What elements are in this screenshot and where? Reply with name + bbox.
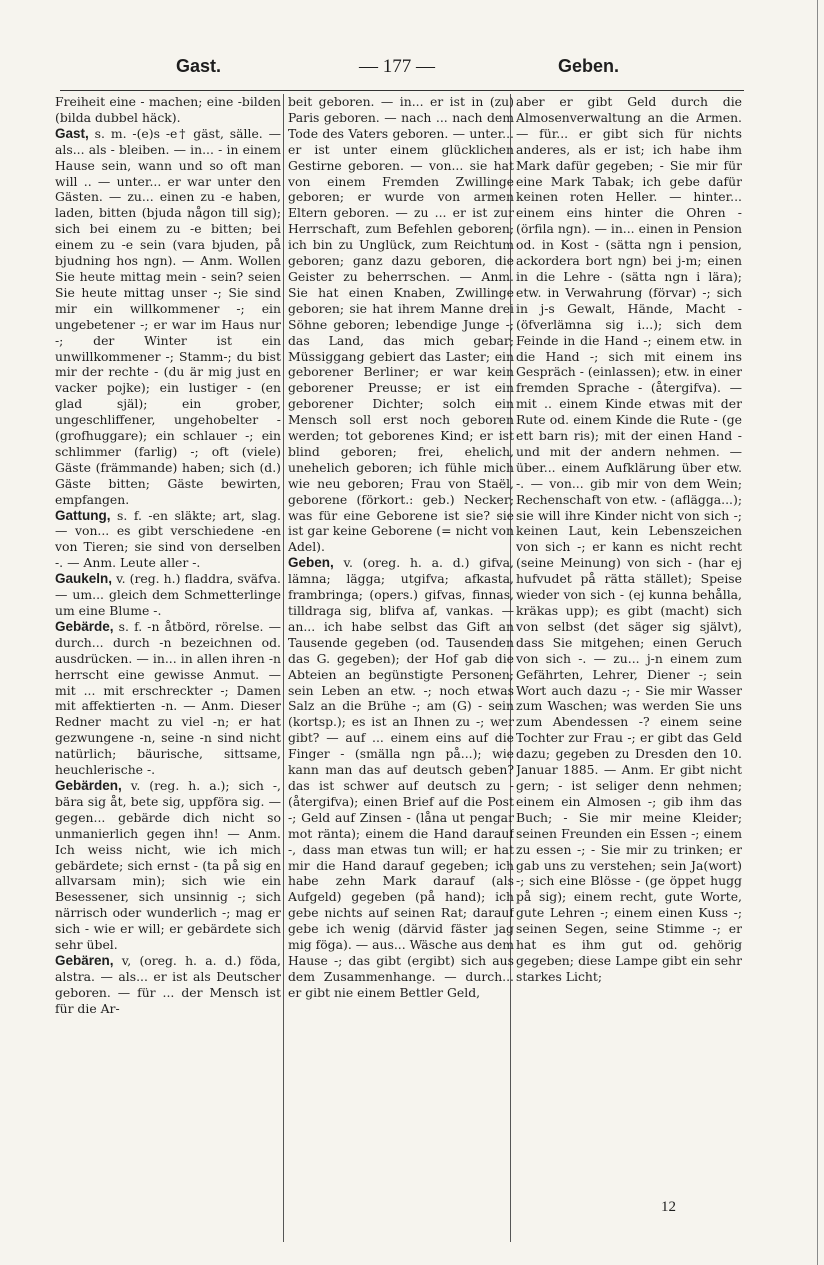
dictionary-entry bbox=[55, 778, 281, 953]
dictionary-entry bbox=[55, 126, 281, 508]
entry-headword: Gaukeln, bbox=[55, 571, 113, 587]
entry-headword: Geben, bbox=[288, 555, 334, 571]
entry-headword: Gebären, bbox=[55, 952, 114, 968]
header-left-word: Gast. bbox=[176, 56, 222, 76]
column-separator bbox=[283, 94, 284, 1242]
entry-text: beit geboren. — in... er ist in (zu) Paris geboren. — nach ... nach dem Tode des Vaters geboren. — unter... er ist unter einem glücklichen Gestirne geboren. — von... sie hat von einem Fremden Zwillinge geboren; er wurde von armen Eltern geboren. — zu ... er ist zur Herrschaft, zum Befehlen geboren; ich bin zu Unglück, zum Reichtum geboren; ganz dazu geboren, die Geister zu beherrschen. — Anm. Sie hat einen Knaben, Zwillinge geboren; sie hat ihrem Manne drei Söhne geboren; lebendige Junge -; das Land, das mich gebar; Müssiggang gebiert das Laster; ein geborener Berliner; er war kein geborener Preusse; er ist ein geborener Dichter; solch ein Mensch soll erst noch geboren werden; tot geborenes Kind; er ist blind geboren; frei, ehelich, unehelich geboren; ich fühle mich wie neu geboren; Frau von Staël, geborene (förkort.: geb.) Necker; was für eine Geborene ist sie? sie ist gar keine Geborene (= nicht von Adel). bbox=[288, 94, 514, 555]
entry-text: s. m. -(e)s -e† gäst, sälle. — als... als - bleiben. — in... - in einem Hause sein, wann und so oft man will .. — unter... er war unter den Gästen. — zu... einen zu -e haben, laden, bitten (bjuda någon till sig); sich bei einem zu -e bitten; bei einem zu -e sein (vara bjuden, på bjudning hos ngn). — Anm. Wollen Sie heute mittag mein - sein? seien Sie heute mittag unser -; Sie sind mir ein willkommener -; ein ungebetener -; er war im Haus nur -; der Winter ist ein unwillkommener -; Stamm-; du bist mir der rechte - (du är mig just en vacker pojke); ein lustiger - (en glad själ); ein grober, ungeschliffener, ungehobelter - (grofhuggare); ein schlauer -; ein schlimmer (farlig) -; oft (viele) Gäste (främmande) haben; sich (d.) Gäste bitten; Gäste bewirten, empfangen. bbox=[55, 125, 281, 507]
entry-headword: Gattung, bbox=[55, 507, 111, 523]
dictionary-entry bbox=[55, 571, 281, 619]
dictionary-entry bbox=[55, 619, 281, 778]
entry-text: v. (oreg. h. a. d.) gifva, lämna; lägga; utgifva; afkasta, frambringa; (opers.) gifvas, finnas, tilldraga sig, blifva af, vankas. — an... ich habe selbst das Gift an Tausende gegeben (od. Tausenden das G. gegeben); der Hof gab die Abteien an begünstigte Personen; sein Leben an etw. -; noch etwas Salz an die Brühe -; am (G) - sein (kortsp.); es ist an Ihnen zu -; wer gibt? — auf ... einem eins auf die Finger - (smälla ngn på...); wie kann man das auf deutsch geben? das ist schwer auf deutsch zu - (återgifva); einen Brief auf die Post -; Geld auf Zinsen - (låna ut pengar mot ränta); einem die Hand darauf -, dass man etwas tun will; er hat mir die Hand darauf gegeben; ich habe zehn Mark darauf (als Aufgeld) gegeben (på hand); ich gebe nichts auf seinen Rat; darauf gebe ich wenig (därvid fäster jag mig föga). — aus... Wäsche aus dem Hause -; das gibt (ergibt) sich aus dem Zusammenhange. — durch... er gibt nie einem Bettler Geld, bbox=[288, 555, 514, 1000]
entry-text: s. f. -en släkte; art, slag. — von... es gibt verschiedene -en von Tieren; sie sind von derselben -. — Anm. Leute aller -. bbox=[55, 507, 281, 571]
dictionary-entry bbox=[288, 94, 514, 555]
header-rule bbox=[60, 90, 744, 91]
entry-headword: Gast, bbox=[55, 125, 89, 141]
dictionary-entry bbox=[55, 94, 281, 126]
entry-headword: Gebärde, bbox=[55, 618, 114, 634]
entry-text: v, (oreg. h. a. d.) föda, alstra. — als... er ist als Deutscher geboren. — für ... der Mensch ist für die Ar- bbox=[55, 952, 281, 1016]
entry-text: s. f. -n åtbörd, rörelse. — durch... durch -n bezeichnen od. ausdrücken. — in... in allen ihren -n herrscht eine gewisse Anmut. — mit ... mit erschreckter -; Damen mit affektierten -n. — Anm. Dieser Redner macht zu viel -n; er hat gezwungene -n, seine -n sind nicht natürlich; bäurische, sittsame, heuchlerische -. bbox=[55, 618, 281, 778]
page-edge bbox=[817, 0, 818, 1265]
column-2 bbox=[288, 94, 514, 1244]
entry-headword: Gebärden, bbox=[55, 777, 122, 793]
signature-number: 12 bbox=[661, 1199, 676, 1215]
running-header bbox=[0, 56, 824, 84]
column-3 bbox=[516, 94, 742, 1244]
dictionary-entry bbox=[55, 953, 281, 1017]
dictionary-entry bbox=[288, 555, 514, 1000]
entry-text: aber er gibt Geld durch die Almosenverwaltung an die Armen. — für... er gibt sich für nichts anderes, als er ist; ich habe ihm Mark dafür gegeben; - Sie mir für eine Mark Tabak; ich gebe dafür keinen roten Heller. — hinter... einem eins hinter die Ohren - (örfila ngn). — in... einen in Pension od. in Kost - (sätta ngn i pension, ackordera bort ngn) bei j-m; einen in die Lehre - (sätta ngn i lära); etw. in Verwahrung (förvar) -; sich in j-s Gewalt, Hände, Macht - (öfverlämna sig i...); sich dem Feinde in die Hand -; einem etw. in die Hand -; sich mit einem ins Gespräch - (einlassen); etw. in einer fremden Sprache - (återgifva). — mit .. einem Kinde etwas mit der Rute od. einem Kinde die Rute - (ge ett barn ris); mit der einen Hand - und mit der andern nehmen. — über... einem Aufklärung über etw. -. — von... gib mir von dem Wein; Rechenschaft von etw. - (aflägga...); sie will ihre Kinder nicht von sich -; keinen Laut, kein Lebenszeichen von sich -; er kann es nicht recht (seine Meinung) von sich - (har ej hufvudet på rätta stället); Speise wieder von sich - (ej kunna behålla, kräkas upp); es gibt (macht) sich von selbst (det säger sig självt), dass Sie mitgehen; einen Geruch von sich -. — zu... j-n einem zum Gefährten, Lehrer, Diener -; sein Wort auch dazu -; - Sie mir Wasser zum Waschen; was werden Sie uns zum Abendessen -? einem seine Tochter zur Frau -; er gibt das Geld dazu; gegeben zu Dresden den 10. Januar 1885. — Anm. Er gibt nicht gern; - ist seliger denn nehmen; einem ein Almosen -; gib ihm das Buch; - Sie mir meine Kleider; seinen Freunden ein Essen -; einem zu essen -; - Sie mir zu trinken; er gab uns zu verstehen; sein Ja(wort) -; sich eine Blösse - (ge öppet hugg på sig); einem recht, gute Worte, gute Lehren -; einem einen Kuss -; seinen Segen, seine Stimme -; er hat es ihm gut od. gehörig gegeben; diese Lampe gibt ein sehr starkes Licht; bbox=[516, 94, 742, 984]
dictionary-entry bbox=[55, 508, 281, 572]
entry-text: v. (reg. h.) fladdra, sväfva. — um... gleich dem Schmetterlinge um eine Blume -. bbox=[55, 571, 281, 618]
entry-text: v. (reg. h. a.); sich -, bära sig åt, bete sig, uppföra sig. — gegen... gebärde dich nicht so unmanierlich gegen ihn! — Anm. Ich weiss nicht, wie ich mich gebärdete; sich ernst - (ta på sig en allvarsam min); sich wie ein Besessener, sich unsinnig -; sich närrisch oder wunderlich -; mag er sich - wie er will; er gebärdete sich sehr übel. bbox=[55, 777, 281, 953]
header-page-number: — 177 — bbox=[359, 56, 435, 77]
entry-text: Freiheit eine - machen; eine -bilden (bilda dubbel häck). bbox=[55, 94, 281, 125]
dictionary-entry bbox=[516, 94, 742, 985]
column-1 bbox=[55, 94, 281, 1244]
header-right-word: Geben. bbox=[558, 56, 620, 76]
